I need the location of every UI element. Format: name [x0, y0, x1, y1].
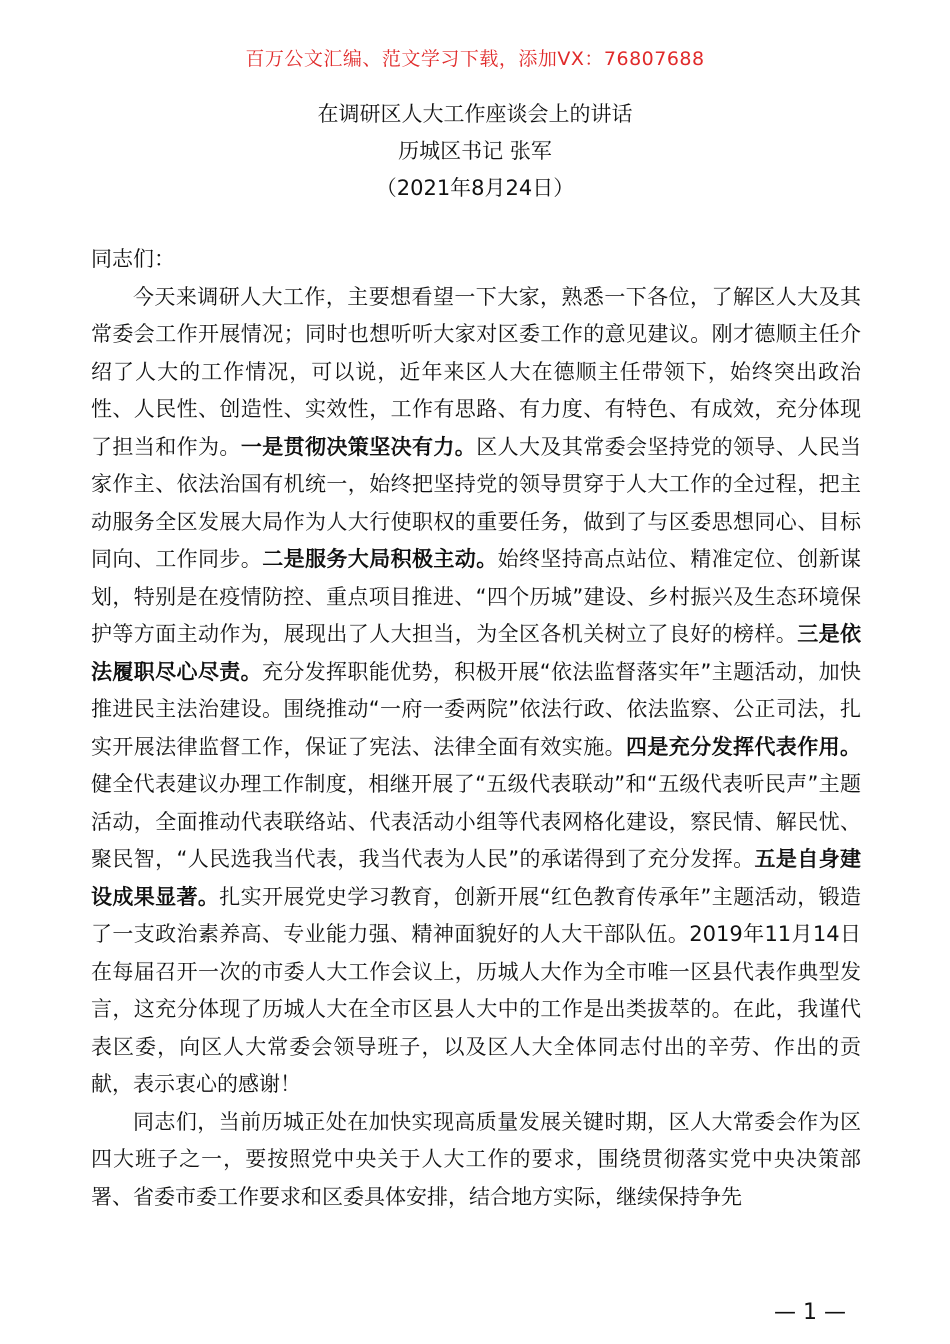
salutation: 同志们： [91, 247, 175, 271]
point-5-heading: 五是自身建设成果显著。 [91, 847, 862, 909]
document-body [91, 241, 861, 1216]
paragraph-1-text-5: 健全代表建议办理工作制度，相继开展了“五级代表联动”和“五级代表听民声”主题活动，全面推动代表联络站、代表活动小组等代表网格化建设，察民情、解民忧、聚民智，“人民选我当代表，我当代表为人民”的承诺得到了充分发挥。 [91, 772, 861, 871]
point-2-heading: 二是服务大局积极主动。 [262, 547, 498, 571]
point-1-heading: 一是贯彻决策坚决有力。 [240, 434, 477, 459]
title-block [0, 96, 950, 207]
paragraph-1-text-2: 区人大及其常委会坚持党的领导、人民当家作主、依法治国有机统一，始终把坚持党的领导贯穿于人大工作的全过程，把主动服务全区发展大局作为人大行使职权的重要任务，做到了与区委思想同心、目标同向、工作同步。 [91, 434, 862, 571]
page-number: — 1 — [774, 1300, 846, 1325]
paragraph-1-text-1: 今天来调研人大工作，主要想看望一下大家，熟悉一下各位，了解区人大及其常委会工作开展情况；同时也想听听大家对区委工作的意见建议。刚才德顺主任介绍了人大的工作情况，可以说，近年来区人大在德顺主任带领下，始终突出政治性、人民性、创造性、实效性，工作有思路、有力度、有特色、有成效，充分体现了担当和作为。 [91, 284, 861, 459]
paragraph-1-text-6: 扎实开展党史学习教育，创新开展“红色教育传承年”主题活动，锻造了一支政治素养高、专业能力强、精神面貌好的人大干部队伍。2019年11月14日在每届召开一次的市委人大工作会议上，历城人大作为全市唯一区县代表作典型发言，这充分体现了历城人大在全市区县人大中的工作是出类拔萃的。在此，我谨代表区委，向区人大常委会领导班子，以及区人大全体同志付出的辛劳、作出的贡献，表示衷心的感谢！ [91, 884, 862, 1096]
document-author: 历城区书记 张军 [398, 139, 552, 163]
document-date: （2021年8月24日） [375, 176, 575, 200]
point-3-heading: 三是依法履职尽心尽责。 [91, 622, 862, 684]
document-title: 在调研区人大工作座谈会上的讲话 [317, 102, 633, 126]
paragraph-1-text-3: 始终坚持高点站位、精准定位、创新谋划，特别是在疫情防控、重点项目推进、“四个历城”建设、乡村振兴及生态环境保护等方面主动作为，展现出了人大担当，为全区各机关树立了良好的榜样。 [91, 547, 862, 646]
point-4-heading: 四是充分发挥代表作用。 [626, 734, 861, 759]
paragraph-1-text-4: 充分发挥职能优势，积极开展“依法监督落实年”主题活动，加快推进民主法治建设。围绕推动“一府一委两院”依法行政、依法监察、公正司法，扎实开展法律监督工作，保证了宪法、法律全面有效实施。 [91, 659, 862, 759]
paragraph-2: 同志们，当前历城正处在加快实现高质量发展关键时期，区人大常委会作为区四大班子之一，要按照党中央关于人大工作的要求，围绕贯彻落实党中央决策部署、省委市委工作要求和区委具体安排，结合地方实际，继续保持争先 [91, 1109, 861, 1209]
watermark-banner: 百万公文汇编、范文学习下载，添加VX：76807688 [245, 48, 705, 70]
paragraph-1 [91, 279, 861, 1104]
